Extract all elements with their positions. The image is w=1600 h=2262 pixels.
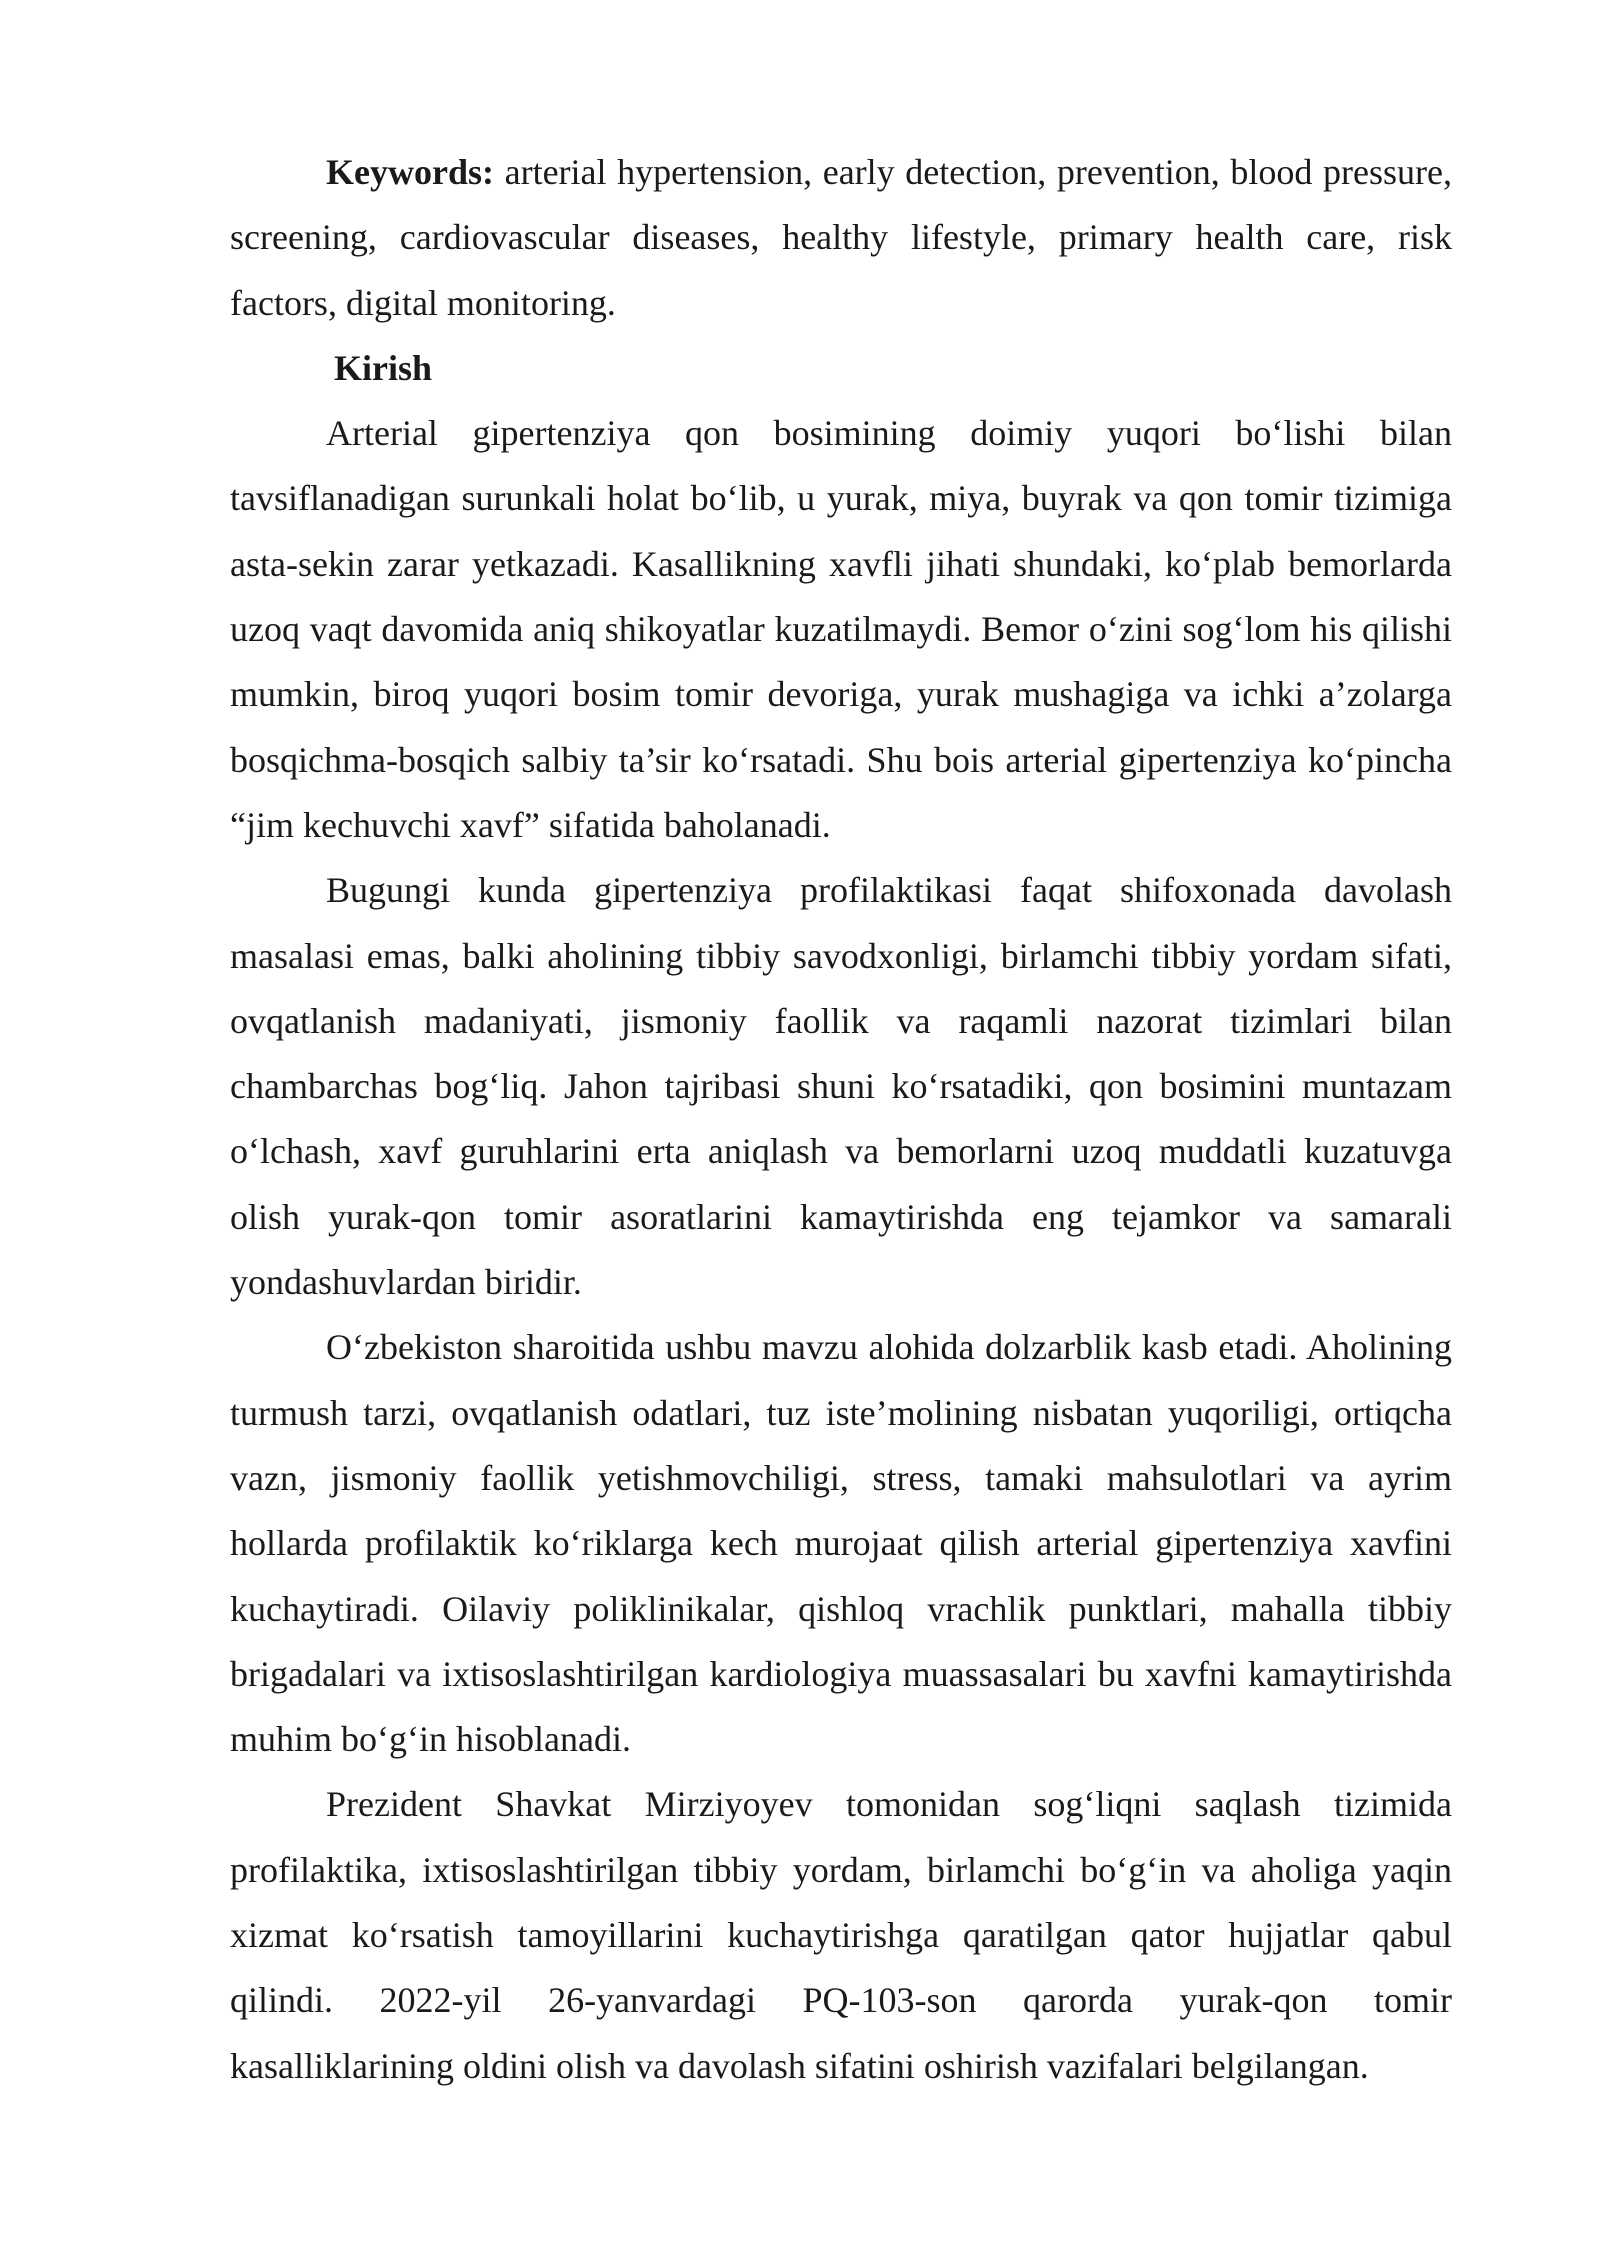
keywords-label: Keywords: xyxy=(326,152,494,192)
keywords-text: arterial hypertension, early detection, prevention, blood pressure, screening, cardiovascular diseases, healthy lifestyle, primary health care, risk factors, digital monitoring. xyxy=(230,152,1452,323)
keywords-paragraph xyxy=(230,140,1452,336)
body-paragraph-2: Bugungi kunda gipertenziya profilaktikasi faqat shifoxonada davolash masalasi emas, balki aholining tibbiy savodxonligi, birlamchi tibbiy yordam sifati, ovqatlanish madaniyati, jismoniy faollik va raqamli nazorat tizimlari bilan chambarchas bog‘liq. Jahon tajribasi shuni ko‘rsatadiki, qon bosimini muntazam o‘lchash, xavf guruhlarini erta aniqlash va bemorlarni uzoq muddatli kuzatuvga olish yurak-qon tomir asoratlarini kamaytirishda eng tejamkor va samarali yondashuvlardan biridir. xyxy=(230,870,1452,1303)
body-paragraph-3: O‘zbekiston sharoitida ushbu mavzu alohida dolzarblik kasb etadi. Aholining turmush tarzi, ovqatlanish odatlari, tuz iste’molining nisbatan yuqoriligi, ortiqcha vazn, jismoniy faollik yetishmovchiligi, stress, tamaki mahsulotlari va ayrim hollarda profilaktik ko‘riklarga kech murojaat qilish arterial gipertenziya xavfini kuchaytiradi. Oilaviy poliklinikalar, qishloq vrachlik punktlari, mahalla tibbiy brigadalari va ixtisoslashtirilgan kardiologiya muassasalari bu xavfni kamaytirishda muhim bo‘g‘in hisoblanadi. xyxy=(230,1327,1452,1760)
document-page xyxy=(230,140,1452,2099)
body-paragraph-1: Arterial gipertenziya qon bosimining doimiy yuqori bo‘lishi bilan tavsiflanadigan surunkali holat bo‘lib, u yurak, miya, buyrak va qon tomir tizimiga asta-sekin zarar yetkazadi. Kasallikning xavfli jihati shundaki, ko‘plab bemorlarda uzoq vaqt davomida aniq shikoyatlar kuzatilmaydi. Bemor o‘zini sog‘lom his qilishi mumkin, biroq yuqori bosim tomir devoriga, yurak mushagiga va ichki a’zolarga bosqichma-bosqich salbiy ta’sir ko‘rsatadi. Shu bois arterial gipertenziya ko‘pincha “jim kechuvchi xavf” sifatida baholanadi. xyxy=(230,413,1452,845)
body-paragraph-4: Prezident Shavkat Mirziyoyev tomonidan sog‘liqni saqlash tizimida profilaktika, ixtisoslashtirilgan tibbiy yordam, birlamchi bo‘g‘in va aholiga yaqin xizmat ko‘rsatish tamoyillarini kuchaytirishga qaratilgan qator hujjatlar qabul qilindi. 2022-yil 26-yanvardagi PQ-103-son qarorda yurak-qon tomir kasalliklarining oldini olish va davolash sifatini oshirish vazifalari belgilangan. xyxy=(230,1784,1452,2086)
section-heading: Kirish xyxy=(334,347,433,388)
